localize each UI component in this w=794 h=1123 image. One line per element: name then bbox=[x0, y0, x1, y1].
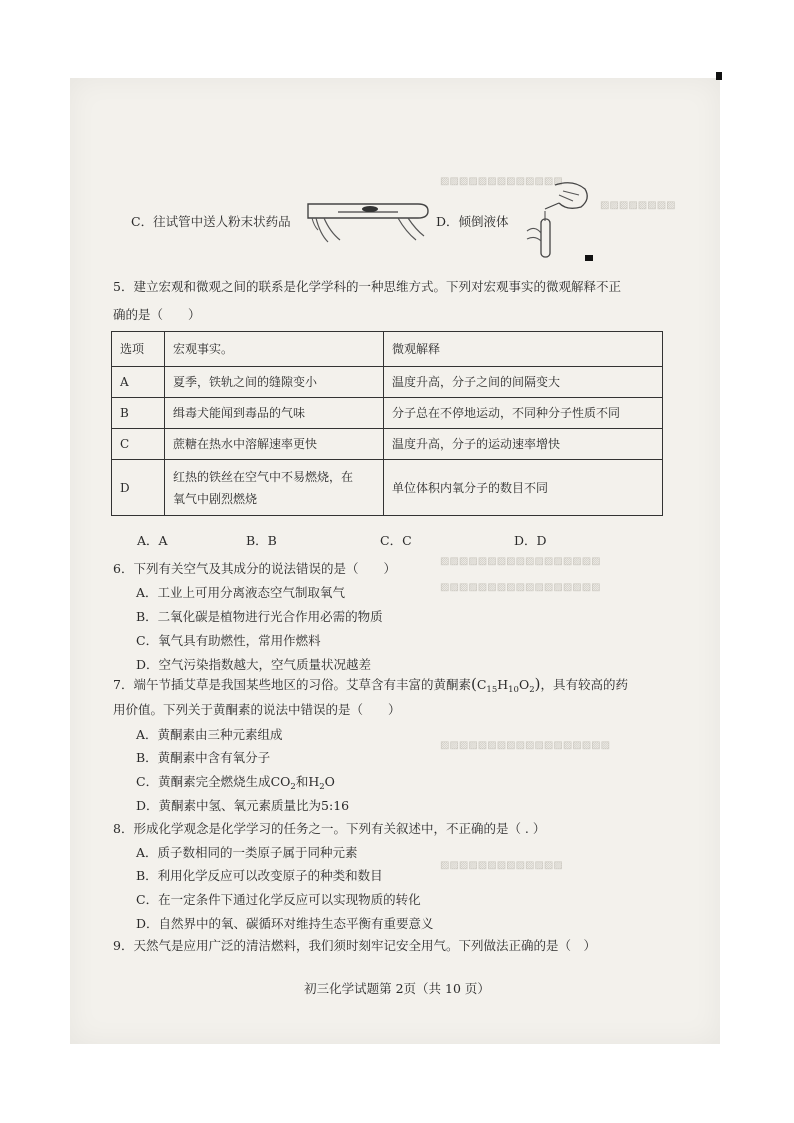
q7-stem-post: ，具有较高的药 bbox=[540, 677, 629, 692]
q5-answer-b: B．B bbox=[246, 533, 277, 548]
bleed-through-text: ▨▨▨▨▨▨▨▨▨▨▨▨▨▨▨▨▨ bbox=[440, 582, 601, 593]
q5-answer-d: D．D bbox=[514, 533, 547, 548]
page-footer: 初三化学试题第 2页（共 10 页） bbox=[304, 981, 490, 996]
table-cell-explanation: 分子总在不停地运动，不同种分子性质不同 bbox=[384, 398, 663, 429]
q8-option-b: B．利用化学反应可以改变原子的种类和数目 bbox=[136, 868, 383, 883]
table-cell-fact: 蔗糖在热水中溶解速率更快 bbox=[165, 429, 384, 460]
table-cell-option: D bbox=[112, 460, 165, 516]
test-tube-powder-illustration bbox=[298, 182, 448, 252]
q7-option-a: A．黄酮素由三种元素组成 bbox=[136, 727, 283, 742]
bleed-through-text: ▨▨▨▨▨▨▨▨▨▨▨▨▨▨▨▨▨▨ bbox=[440, 740, 611, 751]
q4-option-d: D．倾倒液体 bbox=[436, 214, 509, 229]
q5-stem-line1: 5．建立宏观和微观之间的联系是化学学科的一种思维方式。下列对宏观事实的微观解释不正 bbox=[113, 279, 621, 294]
fact-line: 红热的铁丝在空气中不易燃烧，在 bbox=[173, 469, 354, 484]
fact-line: 氧气中剧烈燃烧 bbox=[173, 491, 258, 506]
formula-o: O bbox=[518, 677, 530, 692]
table-cell-fact: 缉毒犬能闻到毒品的气味 bbox=[165, 398, 384, 429]
bleed-through-text: ▨▨▨▨▨▨▨▨▨▨▨▨▨▨▨▨▨ bbox=[440, 556, 601, 567]
formula-co2-sub: 2 bbox=[290, 782, 296, 792]
q7-option-d bbox=[136, 798, 349, 814]
q7-option-c-and: 和 bbox=[295, 774, 309, 789]
q7-option-c bbox=[136, 774, 335, 795]
q6-option-d: D．空气污染指数越大，空气质量状况越差 bbox=[136, 657, 372, 672]
q8-option-d: D．自然界中的氧、碳循环对维持生态平衡有重要意义 bbox=[136, 916, 434, 931]
pouring-liquid-illustration bbox=[515, 175, 595, 270]
table-cell-option: C bbox=[112, 429, 165, 460]
q6-option-b: B．二氧化碳是植物进行光合作用必需的物质 bbox=[136, 609, 383, 624]
q7-stem-pre: 7．端午节插艾草是我国某些地区的习俗。艾草含有丰富的黄酮素 bbox=[113, 677, 471, 692]
table-row bbox=[112, 460, 663, 516]
q7-option-d-text: D．黄酮素中氢、氧元素质量比为 bbox=[136, 798, 322, 813]
q7-option-c-text: C．黄酮素完全燃烧生成 bbox=[136, 774, 271, 789]
formula-co2: CO bbox=[270, 774, 291, 789]
q5-answer-a: A．A bbox=[137, 533, 168, 548]
q4-option-c: C．往试管中送人粉末状药品 bbox=[131, 214, 291, 229]
q7-stem-line1: 7．端午节插艾草是我国某些地区的习俗。艾草含有丰富的黄酮素$(C_{15}H_{10}O_2)$，具有较高的药 bbox=[113, 675, 629, 695]
q5-answer-c: C．C bbox=[380, 533, 412, 548]
table-header-cell: 宏观事实。 bbox=[165, 332, 384, 367]
q5-table bbox=[111, 331, 663, 516]
table-row bbox=[112, 398, 663, 429]
bleed-through-text: ▨▨▨▨▨▨▨▨▨▨▨▨▨ bbox=[440, 176, 563, 187]
q8-option-a: A．质子数相同的一类原子属于同种元素 bbox=[136, 845, 358, 860]
formula-c-sub: 15 bbox=[486, 685, 498, 695]
table-cell-option: A bbox=[112, 367, 165, 398]
table-cell-explanation: 温度升高，分子之间的间隔变大 bbox=[384, 367, 663, 398]
q8-option-c: C．在一定条件下通过化学反应可以实现物质的转化 bbox=[136, 892, 421, 907]
formula-h2o-h: H bbox=[308, 774, 320, 789]
q8-stem: 8．形成化学观念是化学学习的任务之一。下列有关叙述中，不正确的是（ . ） bbox=[113, 821, 546, 836]
formula-c: C bbox=[476, 677, 487, 692]
q7-option-d-ratio: 5:16 bbox=[321, 798, 350, 813]
table-header-row bbox=[112, 332, 663, 367]
formula-h: H bbox=[497, 677, 509, 692]
table-cell-fact bbox=[165, 460, 384, 516]
formula-o-sub: 2 bbox=[529, 685, 535, 695]
table-cell-option: B bbox=[112, 398, 165, 429]
formula-h2o-o: O bbox=[324, 774, 335, 789]
corner-mark bbox=[716, 72, 722, 80]
table-cell-explanation: 温度升高，分子的运动速率增快 bbox=[384, 429, 663, 460]
q6-option-c: C．氧气具有助燃性，常用作燃料 bbox=[136, 633, 321, 648]
table-row bbox=[112, 367, 663, 398]
bleed-through-text: ▨▨▨▨▨▨▨▨ bbox=[600, 200, 676, 211]
formula-h-sub: 10 bbox=[508, 685, 519, 695]
table-cell-explanation: 单位体积内氧分子的数目不同 bbox=[384, 460, 663, 516]
q6-option-a: A．工业上可用分离液态空气制取氧气 bbox=[136, 585, 346, 600]
q5-stem-line2: 确的是（ ） bbox=[113, 307, 201, 322]
table-row bbox=[112, 429, 663, 460]
bleed-through-text: ▨▨▨▨▨▨▨▨▨▨▨▨▨ bbox=[440, 860, 563, 871]
table-cell-fact: 夏季，铁轨之间的缝隙变小 bbox=[165, 367, 384, 398]
q9-stem: 9．天然气是应用广泛的清洁燃料，我们须时刻牢记安全用气。下列做法正确的是（ ） bbox=[113, 938, 596, 953]
table-header-cell: 微观解释 bbox=[384, 332, 663, 367]
q7-option-b: B．黄酮素中含有氧分子 bbox=[136, 750, 271, 765]
q6-stem: 6．下列有关空气及其成分的说法错误的是（ ） bbox=[113, 561, 396, 576]
q7-stem-line2: 用价值。下列关于黄酮素的说法中错误的是（ ） bbox=[113, 702, 401, 717]
formula-h2o-sub: 2 bbox=[319, 782, 325, 792]
table-header-cell: 选项 bbox=[112, 332, 165, 367]
